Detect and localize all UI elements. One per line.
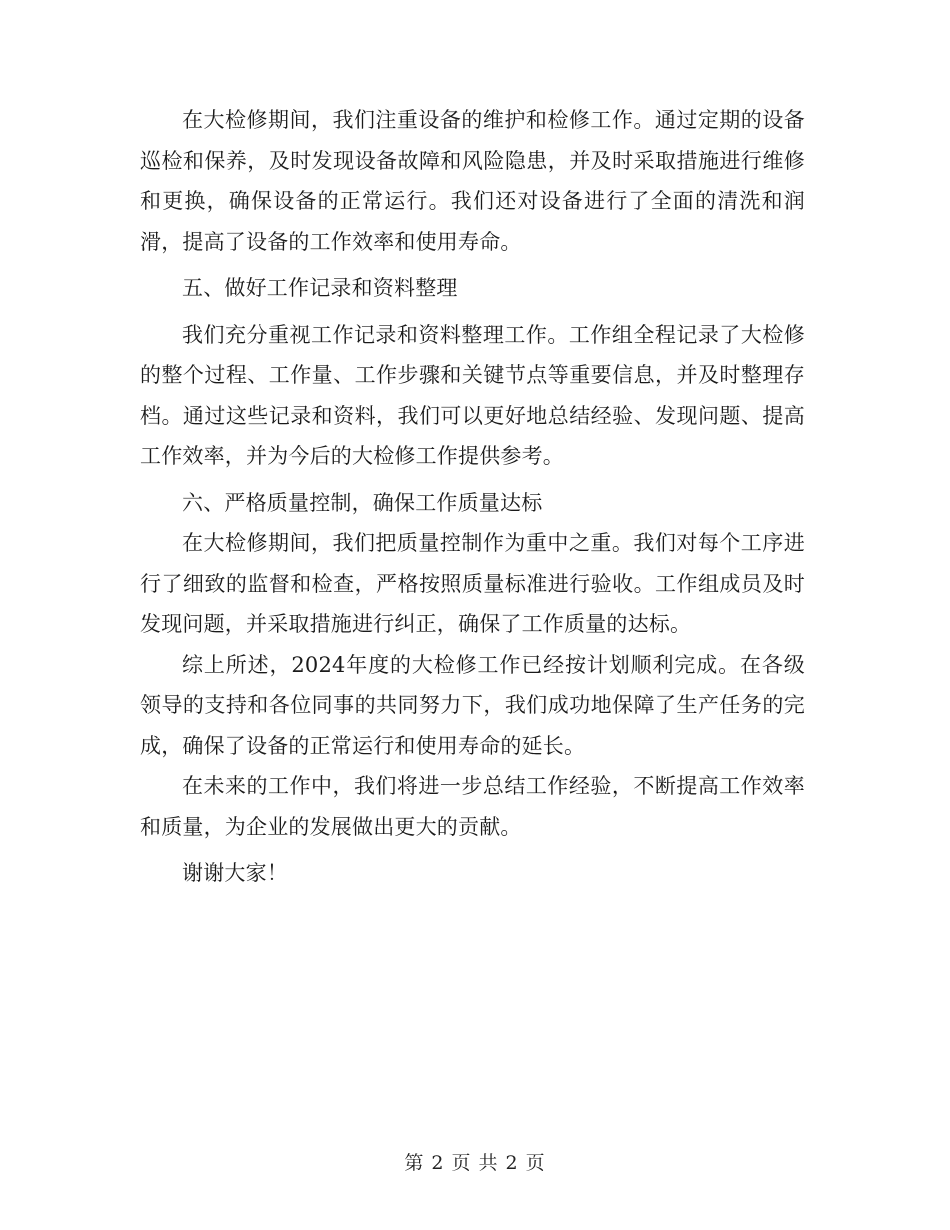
paragraph-summary: 综上所述，2024年度的大检修工作已经按计划顺利完成。在各级领导的支持和各位同事的共同努力下，我们成功地保障了生产任务的完成，确保了设备的正常运行和使用寿命的延长。 — [140, 652, 805, 758]
section-heading-quality: 六、严格质量控制，确保工作质量达标 — [182, 490, 543, 515]
paragraph-quality: 在大检修期间，我们把质量控制作为重中之重。我们对每个工序进行了细致的监督和检查，严格按照质量标准进行验收。工作组成员及时发现问题，并采取措施进行纠正，确保了工作质量的达标。 — [140, 531, 805, 636]
document-body — [140, 100, 805, 894]
paragraph-future: 在未来的工作中，我们将进一步总结工作经验，不断提高工作效率和质量，为企业的发展做出更大的贡献。 — [140, 774, 805, 839]
paragraph-records: 我们充分重视工作记录和资料整理工作。工作组全程记录了大检修的整个过程、工作量、工作步骤和关键节点等重要信息，并及时整理存档。通过这些记录和资料，我们可以更好地总结经验、发现问题、提高工作效率，并为今后的大检修工作提供参考。 — [140, 322, 805, 468]
section-heading-records: 五、做好工作记录和资料整理 — [182, 276, 458, 300]
paragraph-equipment-maintenance: 在大检修期间，我们注重设备的维护和检修工作。通过定期的设备巡检和保养，及时发现设备故障和风险隐患，并及时采取措施进行维修和更换，确保设备的正常运行。我们还对设备进行了全面的清洗和润滑，提高了设备的工作效率和使用寿命。 — [140, 108, 805, 254]
paragraph-thanks: 谢谢大家！ — [182, 861, 288, 885]
page-number-footer: 第 2 页 共 2 页 — [404, 1152, 546, 1174]
